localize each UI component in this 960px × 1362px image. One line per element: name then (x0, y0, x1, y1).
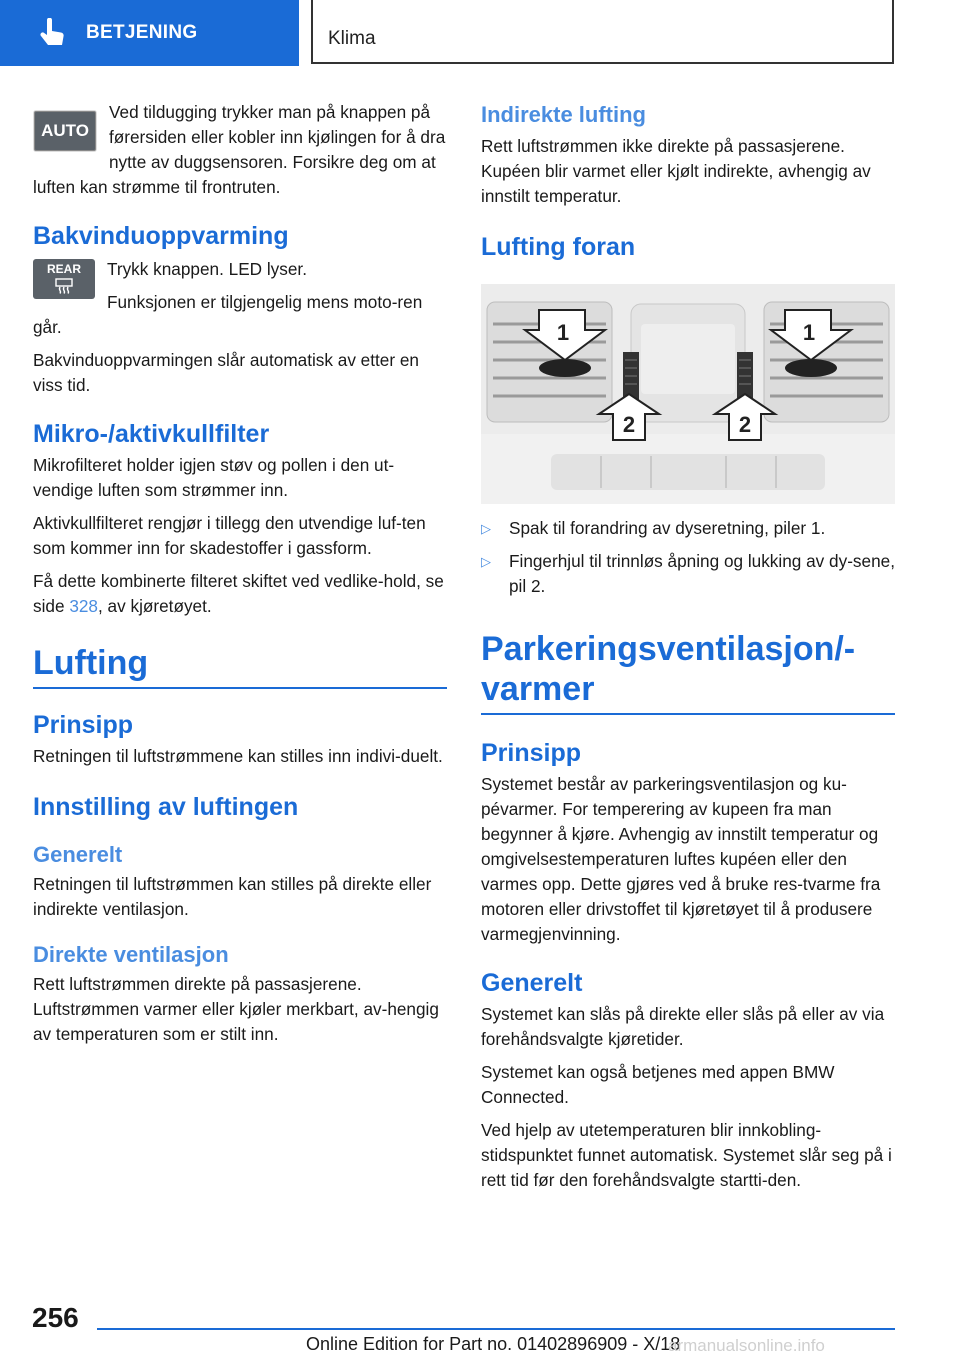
foran-heading: Lufting foran (481, 233, 636, 261)
rear-heading: Bakvinduoppvarming (33, 222, 289, 250)
parkering-prinsipp-heading: Prinsipp (481, 739, 582, 767)
figure-label-1-right: 1 (802, 320, 816, 345)
parkering-generelt-heading: Generelt (481, 969, 583, 997)
parkering-generelt-paragraph-1: Systemet kan slås på direkte eller slås på eller av via forehåndsvalgte kjøretider. (481, 1004, 885, 1049)
rear-defrost-icon (55, 278, 73, 294)
parkering-title: Parkeringsventilasjon/-varmer (481, 630, 856, 708)
filter-heading: Mikro-/aktivkullfilter (33, 420, 270, 448)
filter-paragraph-1: Mikrofilteret holder igjen støv og pollen i den ut-vendige luften som strømmer inn. (33, 455, 395, 500)
left-column (33, 100, 447, 1055)
page-number: 256 (32, 1302, 79, 1333)
parkering-prinsipp-paragraph: Systemet består av parkeringsventilasjon og ku-pévarmer. For temperering av kupeen fra man begynner å kjøre. Avhengig av innstilt temperatur og omgivelsestemperaturen luftes kupéen eller den varmes opp. Dette gjøres ved å bruke res-tvarme fra motoren eller drivstoffet til kjøretøyet til å produsere varmegjenvinning. (481, 774, 881, 944)
parkering-generelt-paragraph-3: Ved hjelp av utetemperaturen blir innkobling-stidspunktet funnet automatisk. Systemet slår seg på i rett tid før den forehåndsvalgte startti-den. (481, 1120, 892, 1190)
hand-pointer-icon (38, 18, 66, 48)
right-column-lower (481, 516, 895, 1201)
section-label: BETJENING (86, 22, 198, 43)
vent-illustration (481, 284, 895, 504)
lufting-title-block (33, 643, 447, 689)
rear-paragraph-3: Bakvinduoppvarmingen slår automatisk av etter en viss tid. (33, 350, 419, 395)
section-tab[interactable] (0, 0, 299, 66)
chapter-label: Klima (328, 28, 376, 49)
rear-paragraph-2: Funksjonen er tilgjengelig mens moto-ren går. (33, 292, 423, 337)
indirekte-heading: Indirekte lufting (481, 102, 646, 127)
parkering-generelt-paragraph-2: Systemet kan også betjenes med appen BMW Connected. (481, 1062, 835, 1107)
direkte-paragraph: Rett luftstrømmen direkte på passasjerene. Luftstrømmen varmer eller kjøler merkbart, av-hengig av temperaturen som er stilt inn. (33, 974, 439, 1044)
filter-paragraph-2: Aktivkullfilteret rengjør i tillegg den utvendige luf-ten som kommer inn for skadestoffer i gassform. (33, 513, 426, 558)
right-column (481, 100, 895, 262)
triangle-bullet-icon: ▷ (481, 521, 491, 536)
filter-paragraph-3: Få dette kombinerte filteret skiftet ved vedlike-hold, se side 328, av kjøretøyet. (33, 571, 444, 616)
rear-defrost-button-icon: REAR (33, 259, 95, 299)
prinsipp-heading: Prinsipp (33, 711, 134, 739)
page-reference-link[interactable]: 328 (69, 596, 98, 616)
auto-button-icon: AUTO (33, 110, 97, 152)
figure-label-2-right: 2 (738, 412, 752, 437)
rear-section (33, 257, 447, 398)
footer-divider (97, 1328, 895, 1330)
list-item: ▷ Fingerhjul til trinnløs åpning og lukking av dy-sene, pil 2. (481, 549, 895, 599)
indirekte-paragraph: Rett luftstrømmen ikke direkte på passasjerene. Kupéen blir varmet eller kjølt indirekte, avhengig av innstilt temperatur. (481, 136, 871, 206)
watermark-text: armanualsonline.info (668, 1336, 825, 1355)
innstilling-heading: Innstilling av luftingen (33, 793, 299, 821)
rear-paragraph-1: Trykk knappen. LED lyser. (107, 259, 307, 279)
figure-label-2-left: 2 (622, 412, 636, 437)
direkte-heading: Direkte ventilasjon (33, 942, 229, 967)
auto-section (33, 100, 447, 200)
generelt-heading: Generelt (33, 842, 123, 867)
generelt-paragraph: Retningen til luftstrømmen kan stilles på direkte eller indirekte ventilasjon. (33, 874, 432, 919)
lufting-title: Lufting (33, 644, 149, 682)
edition-text: Online Edition for Part no. 01402896909 - X/18 (306, 1334, 681, 1354)
list-item: ▷ Spak til forandring av dyseretning, piler 1. (481, 516, 895, 541)
chapter-header (311, 0, 894, 64)
vent-figure (481, 284, 895, 504)
auto-paragraph: Ved tildugging trykker man på knappen på førersiden eller kobler inn kjølingen for å dra nytte av duggsensoren. Forsikre deg om at luften kan strømme til frontruten. (33, 102, 446, 197)
figure-label-1-left: 1 (556, 320, 570, 345)
parkering-title-block (481, 629, 895, 715)
prinsipp-paragraph: Retningen til luftstrømmene kan stilles inn indivi-duelt. (33, 746, 443, 766)
triangle-bullet-icon: ▷ (481, 554, 491, 569)
